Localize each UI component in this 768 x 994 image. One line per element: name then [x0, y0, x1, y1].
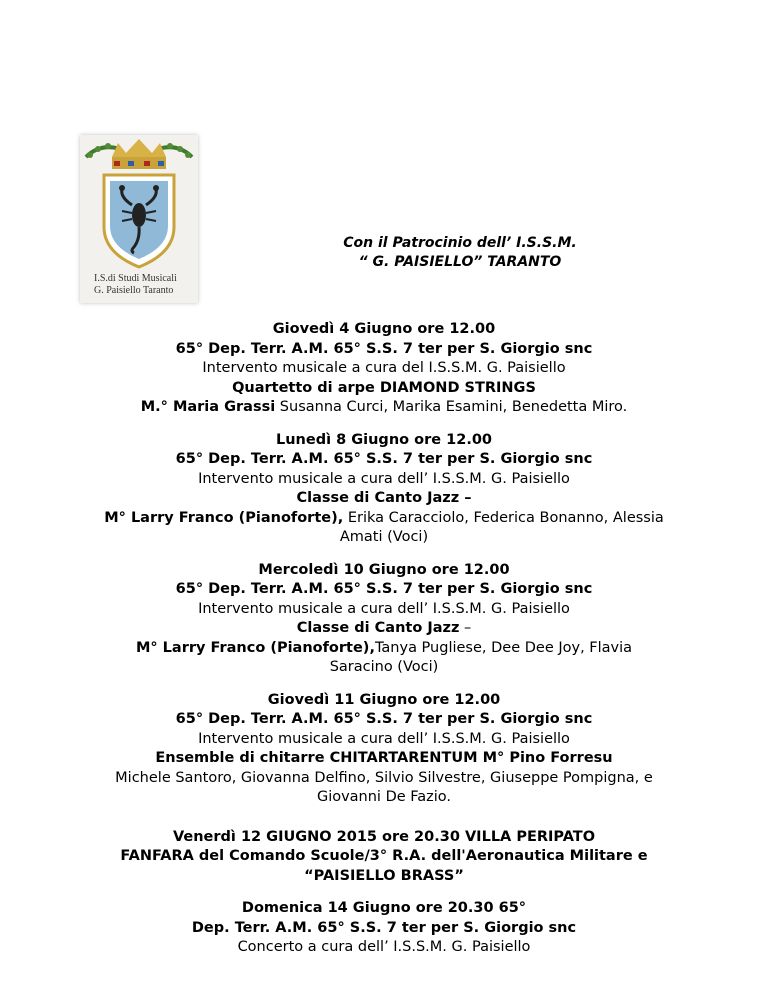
event-date: Giovedì 11 Giugno ore 12.00	[267, 691, 501, 708]
event-group-line	[0, 619, 768, 639]
event-performers	[0, 639, 768, 659]
event-block	[0, 691, 768, 808]
event-headline-line2: FANFARA del Comando Scuole/3° R.A. dell'Aeronautica Militare e	[120, 848, 648, 864]
event-date: Mercoledì 10 Giugno ore 12.00	[258, 561, 510, 578]
institution-logo	[80, 135, 198, 303]
event-group-suffix: –	[459, 620, 472, 636]
event-director: M° Larry Franco (Pianoforte),	[135, 639, 375, 656]
event-group: Classe di Canto Jazz –	[296, 490, 472, 506]
event-headline: Venerdì 12 GIUGNO 2015 ore 20.30 VILLA PERIPATO	[172, 828, 596, 845]
event-performers-names: Erika Caracciolo, Federica Bonanno, Alessia	[343, 509, 664, 526]
event-intervention: Intervento musicale a cura dell’ I.S.S.M. G. Paisiello	[198, 470, 570, 487]
logo-caption-line2: G. Paisiello Taranto	[94, 285, 174, 296]
event-group: Quartetto di arpe DIAMOND STRINGS	[232, 379, 536, 396]
logo-caption-line1: I.S.di Studi Musicali	[94, 273, 177, 284]
event-venue: 65° Dep. Terr. A.M. 65° S.S. 7 ter per S. Giorgio snc	[175, 340, 593, 357]
event-date: Giovedì 4 Giugno ore 12.00	[272, 321, 496, 337]
event-venue: 65° Dep. Terr. A.M. 65° S.S. 7 ter per S. Giorgio snc	[175, 581, 593, 597]
event-block	[0, 320, 768, 418]
event-director: M.° Maria Grassi	[140, 399, 276, 415]
event-date: Domenica 14 Giugno ore 20.30 65°	[241, 900, 527, 916]
event-performers-cont: Giovanni De Fazio.	[316, 789, 452, 805]
event-intervention: Concerto a cura dell’ I.S.S.M. G. Paisiello	[237, 939, 531, 955]
event-block	[0, 899, 768, 958]
event-performers	[0, 509, 768, 529]
event-performers-cont: Amati (Voci)	[339, 529, 429, 545]
event-performers-names: Michele Santoro, Giovanna Delfino, Silvio Silvestre, Giuseppe Pompigna, e	[115, 769, 653, 786]
event-group: Ensemble di chitarre CHITARTARENTUM M° Pino Forresu	[155, 750, 613, 766]
event-block	[0, 561, 768, 678]
event-performers-names: Susanna Curci, Marika Esamini, Benedetta Miro.	[275, 399, 628, 415]
event-block	[0, 828, 768, 887]
event-intervention: Intervento musicale a cura dell’ I.S.S.M. G. Paisiello	[198, 730, 570, 747]
event-group: Classe di Canto Jazz	[296, 620, 460, 636]
event-venue: 65° Dep. Terr. A.M. 65° S.S. 7 ter per S. Giorgio snc	[175, 711, 593, 727]
event-block	[0, 431, 768, 548]
event-venue: 65° Dep. Terr. A.M. 65° S.S. 7 ter per S. Giorgio snc	[175, 451, 593, 467]
event-performers-cont: Saracino (Voci)	[329, 659, 439, 675]
event-performers-names: Tanya Pugliese, Dee Dee Joy, Flavia	[374, 639, 633, 656]
patronage-line2: “ G. PAISIELLO” TARANTO	[358, 254, 562, 270]
event-intervention: Intervento musicale a cura dell’ I.S.S.M. G. Paisiello	[198, 600, 570, 617]
event-venue: Dep. Terr. A.M. 65° S.S. 7 ter per S. Giorgio snc	[191, 919, 577, 936]
event-date: Lunedì 8 Giugno ore 12.00	[275, 431, 493, 448]
event-intervention: Intervento musicale a cura del I.S.S.M. G. Paisiello	[202, 360, 566, 376]
event-director: M° Larry Franco (Pianoforte),	[104, 509, 344, 526]
event-program	[0, 320, 768, 971]
event-headline-line3: “PAISIELLO BRASS”	[304, 867, 464, 884]
patronage-line1: Con il Patrocinio dell’ I.S.S.M.	[343, 235, 577, 251]
event-performers	[0, 398, 768, 418]
